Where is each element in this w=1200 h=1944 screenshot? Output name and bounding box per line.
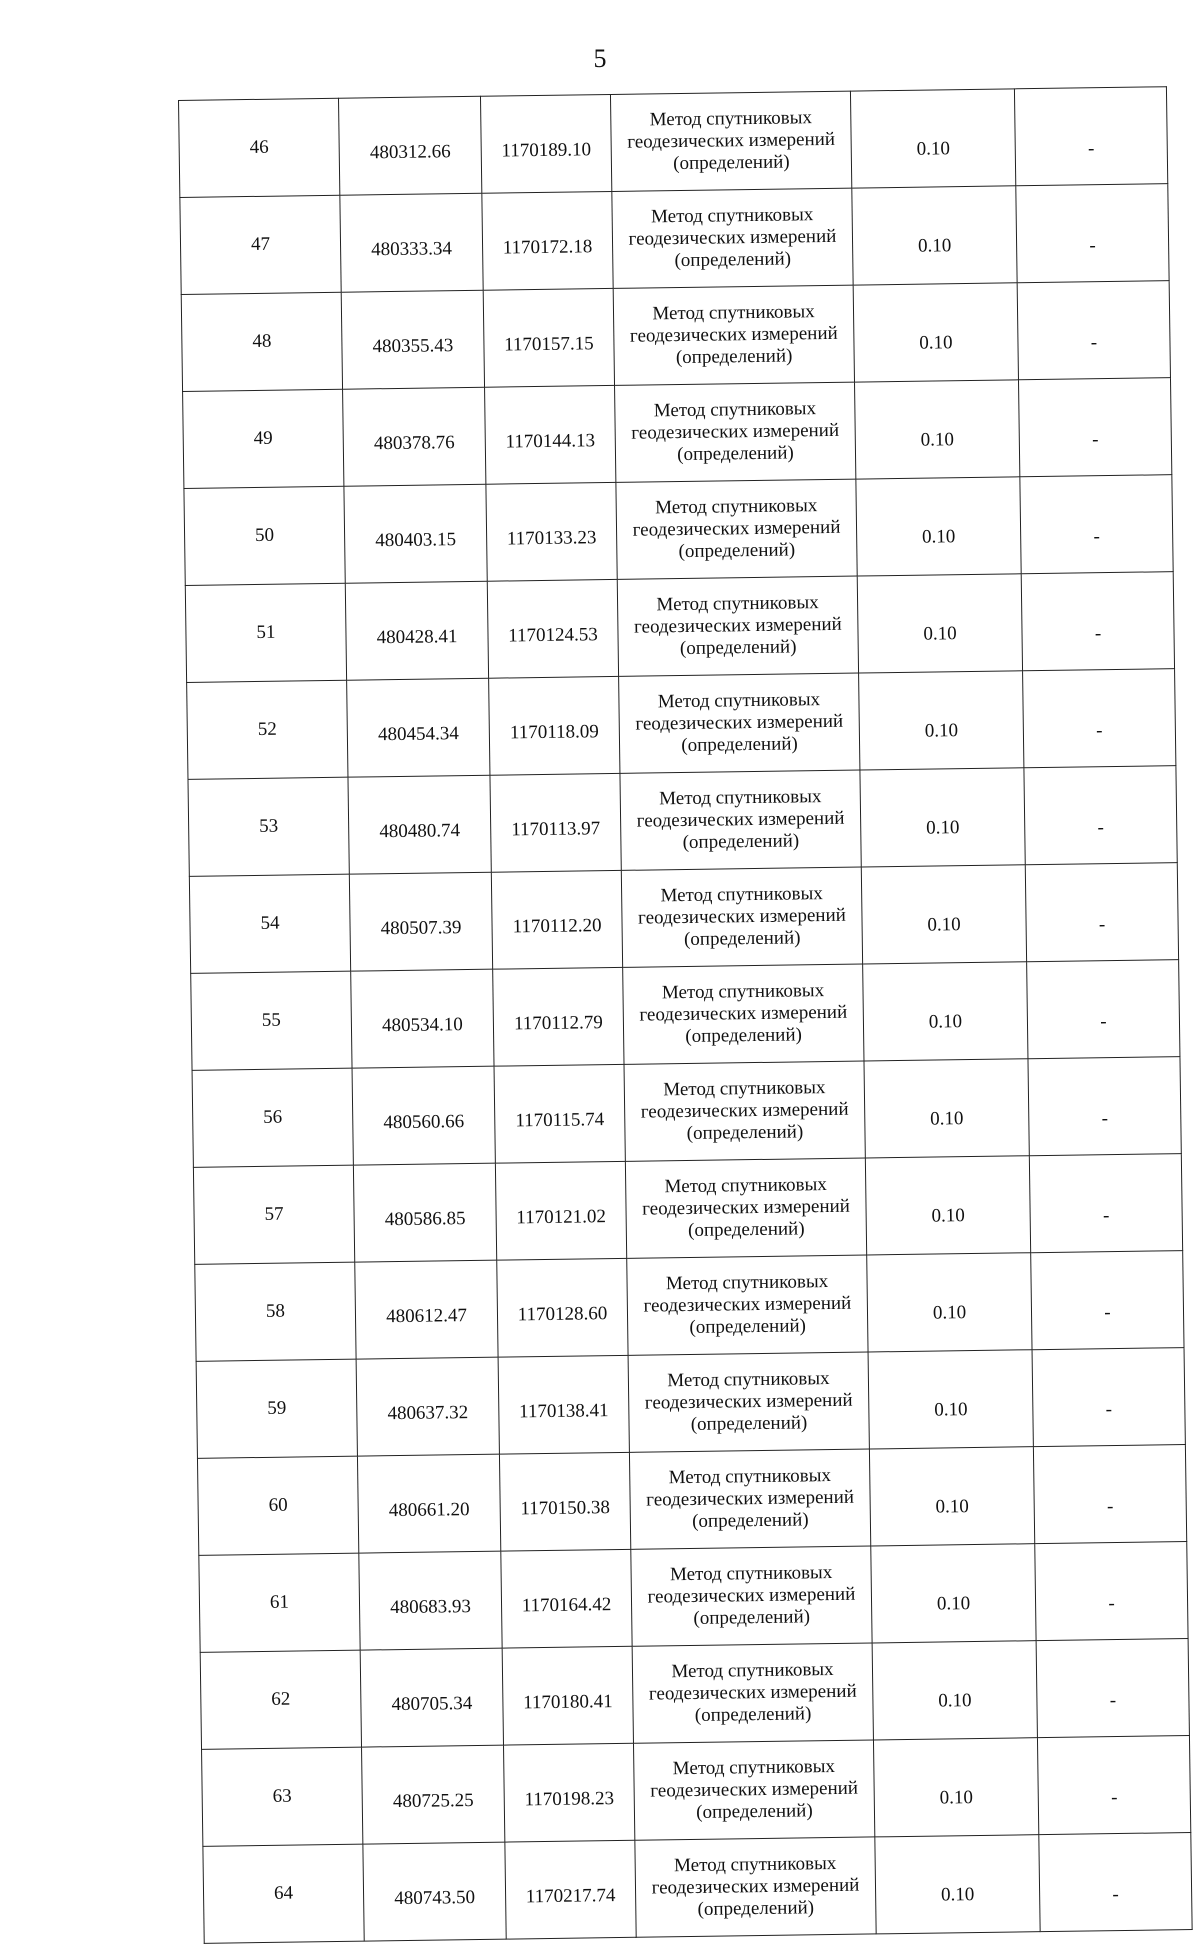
point-number-cell: 51 [185,583,346,682]
method-line: Метод спутниковых [659,786,822,810]
x-coordinate-cell: 480355.43 [341,290,484,389]
point-number-cell: 59 [196,1359,357,1458]
x-coordinate-cell: 480612.47 [355,1260,498,1359]
note-cell: - [1027,960,1180,1059]
point-number-cell: 62 [200,1650,361,1749]
method-cell [615,382,856,482]
y-coordinate-cell: 1170157.15 [483,288,614,387]
x-coordinate-cell: 480743.50 [363,1842,506,1941]
method-line: Метод спутниковых [669,1562,833,1586]
note-cell: - [1017,281,1170,380]
method-line: (определений) [685,1024,803,1048]
accuracy-cell: 0.10 [867,1253,1032,1352]
accuracy-cell: 0.10 [861,865,1026,964]
point-number-cell: 47 [180,195,341,294]
accuracy-cell: 0.10 [871,1544,1036,1643]
note-cell: - [1021,572,1174,671]
method-line: Метод спутниковых [667,1368,830,1392]
method-line: геодезических измерений [647,1583,856,1608]
method-line: (определений) [690,1412,808,1435]
method-line: (определений) [679,636,797,660]
y-coordinate-cell: 1170198.23 [504,1743,635,1842]
point-number-cell: 53 [188,777,349,876]
point-number-cell: 57 [193,1165,354,1264]
method-line: (определений) [686,1121,804,1144]
x-coordinate-cell: 480312.66 [338,96,481,195]
x-coordinate-cell: 480480.74 [348,775,491,874]
note-cell: - [1018,378,1171,477]
point-number-cell: 52 [187,680,348,779]
method-line: Метод спутниковых [664,1174,827,1198]
accuracy-cell: 0.10 [859,671,1024,770]
x-coordinate-cell: 480560.66 [352,1066,495,1165]
method-line: Метод спутниковых [656,592,819,616]
method-line: (определений) [696,1800,813,1823]
method-cell [624,1061,865,1161]
method-line: Метод спутниковых [652,301,815,325]
method-line: Метод спутниковых [661,980,825,1004]
method-line: (определений) [677,442,794,466]
point-number-cell: 60 [197,1456,358,1555]
method-line: геодезических измерений [646,1486,855,1511]
note-cell: - [1028,1057,1181,1156]
accuracy-cell: 0.10 [875,1835,1040,1934]
note-cell: - [1039,1833,1192,1932]
method-line: геодезических измерений [640,1098,849,1123]
method-line: Метод спутниковых [650,204,814,228]
method-line: (определений) [681,733,798,757]
method-cell [627,1255,868,1355]
accuracy-cell: 0.10 [864,1059,1029,1158]
method-line: (определений) [673,151,790,175]
method-line: Метод спутниковых [653,398,817,422]
table-row [200,1639,1189,1750]
accuracy-cell: 0.10 [850,89,1015,188]
accuracy-cell: 0.10 [869,1447,1034,1546]
x-coordinate-cell: 480333.34 [340,193,483,292]
y-coordinate-cell: 1170180.41 [502,1646,633,1745]
table-row [197,1445,1186,1556]
method-line: Метод спутниковых [671,1659,834,1683]
method-line: Метод спутниковых [657,689,821,713]
note-cell: - [1020,475,1173,574]
table-row [179,87,1168,198]
point-number-cell: 49 [183,389,344,488]
method-line: геодезических измерений [639,1001,848,1026]
accuracy-cell: 0.10 [856,477,1021,576]
method-line: геодезических измерений [637,904,846,929]
point-number-cell: 61 [199,1553,360,1652]
accuracy-cell: 0.10 [863,962,1028,1061]
method-line: геодезических измерений [641,1195,851,1220]
method-line: геодезических измерений [643,1292,852,1317]
method-line: геодезических измерений [635,710,844,735]
note-cell: - [1033,1445,1186,1544]
y-coordinate-cell: 1170172.18 [482,191,613,290]
method-line: геодезических измерений [644,1389,853,1414]
y-coordinate-cell: 1170189.10 [480,94,611,193]
point-number-cell: 63 [202,1747,363,1846]
y-coordinate-cell: 1170217.74 [505,1840,636,1939]
method-cell [613,285,854,385]
accuracy-cell: 0.10 [873,1738,1038,1837]
method-cell [635,1837,876,1937]
x-coordinate-cell: 480507.39 [349,872,492,971]
method-line: Метод спутниковых [668,1465,832,1489]
method-line: Метод спутниковых [660,883,823,907]
point-number-cell: 54 [189,874,350,973]
method-cell [619,673,860,773]
y-coordinate-cell: 1170150.38 [499,1452,630,1551]
x-coordinate-cell: 480637.32 [356,1357,499,1456]
method-cell [617,576,858,676]
table-row [181,281,1170,392]
y-coordinate-cell: 1170133.23 [486,482,617,581]
method-line: Метод спутниковых [654,495,818,519]
method-line: геодезических измерений [651,1874,860,1899]
y-coordinate-cell: 1170164.42 [501,1549,632,1648]
note-cell: - [1029,1154,1182,1253]
point-number-cell: 46 [179,98,340,197]
method-line: Метод спутниковых [649,107,813,131]
method-line: геодезических измерений [633,613,842,638]
method-cell [610,91,851,191]
y-coordinate-cell: 1170121.02 [495,1161,626,1260]
method-line: (определений) [678,539,796,563]
table-row [184,475,1173,586]
accuracy-cell: 0.10 [860,768,1025,867]
y-coordinate-cell: 1170124.53 [487,579,618,678]
note-cell: - [1031,1251,1184,1350]
table-row [196,1348,1185,1459]
method-cell [633,1740,874,1840]
accuracy-cell: 0.10 [868,1350,1033,1449]
method-line: геодезических измерений [650,1777,859,1802]
table-row [203,1833,1192,1944]
method-line: геодезических измерений [632,516,841,541]
accuracy-cell: 0.10 [872,1641,1037,1740]
method-cell [632,1643,873,1743]
table-row [193,1154,1182,1265]
method-line: геодезических измерений [631,419,840,444]
x-coordinate-cell: 480403.15 [344,484,487,583]
x-coordinate-cell: 480661.20 [357,1454,500,1553]
method-line: (определений) [675,345,793,369]
method-cell [612,188,853,288]
note-cell: - [1025,863,1178,962]
method-line: (определений) [689,1315,807,1338]
x-coordinate-cell: 480586.85 [353,1163,496,1262]
method-line: (определений) [682,830,800,854]
method-cell [616,479,857,579]
table-row [189,863,1178,974]
method-cell [621,867,862,967]
method-line: геодезических измерений [636,807,845,832]
method-cell [628,1352,869,1452]
x-coordinate-cell: 480683.93 [359,1551,502,1650]
method-line: (определений) [687,1218,805,1241]
method-line: (определений) [694,1703,812,1726]
method-line: Метод спутниковых [665,1271,829,1295]
method-line: (определений) [693,1606,811,1629]
x-coordinate-cell: 480705.34 [360,1648,503,1747]
point-number-cell: 48 [181,292,342,391]
table-row [195,1251,1184,1362]
method-line: (определений) [683,927,801,951]
method-line: (определений) [674,248,792,272]
method-line: (определений) [691,1509,809,1532]
point-number-cell: 50 [184,486,345,585]
x-coordinate-cell: 480428.41 [345,581,488,680]
table-row [187,669,1176,780]
table-row [183,378,1172,489]
y-coordinate-cell: 1170138.41 [498,1355,629,1454]
y-coordinate-cell: 1170112.20 [491,870,622,969]
y-coordinate-cell: 1170113.97 [490,773,621,872]
x-coordinate-cell: 480725.25 [362,1745,505,1844]
accuracy-cell: 0.10 [852,186,1017,285]
x-coordinate-cell: 480378.76 [343,387,486,486]
note-cell: - [1032,1348,1185,1447]
y-coordinate-cell: 1170118.09 [489,676,620,775]
note-cell: - [1024,766,1177,865]
table-row [192,1057,1181,1168]
note-cell: - [1016,184,1169,283]
note-cell: - [1023,669,1176,768]
x-coordinate-cell: 480534.10 [351,969,494,1068]
method-line: Метод спутниковых [673,1852,837,1877]
method-line: Метод спутниковых [672,1755,836,1780]
method-line: (определений) [697,1897,815,1920]
x-coordinate-cell: 480454.34 [347,678,490,777]
method-cell [629,1449,870,1549]
method-cell [620,770,861,870]
method-line: геодезических измерений [648,1680,857,1705]
method-line: геодезических измерений [629,322,838,347]
accuracy-cell: 0.10 [865,1156,1030,1255]
note-cell: - [1036,1639,1189,1738]
method-cell [623,964,864,1064]
table-row [188,766,1177,877]
accuracy-cell: 0.10 [855,380,1020,479]
y-coordinate-cell: 1170128.60 [497,1258,628,1357]
note-cell: - [1035,1542,1188,1641]
accuracy-cell: 0.10 [853,283,1018,382]
method-cell [625,1158,866,1258]
table-row [199,1542,1188,1653]
note-cell: - [1014,87,1167,186]
y-coordinate-cell: 1170115.74 [494,1064,625,1163]
table-row [185,572,1174,683]
point-number-cell: 55 [191,971,352,1070]
table-row [202,1736,1191,1847]
method-line: геодезических измерений [628,225,837,250]
note-cell: - [1037,1736,1190,1835]
y-coordinate-cell: 1170112.79 [493,967,624,1066]
y-coordinate-cell: 1170144.13 [485,385,616,484]
method-line: Метод спутниковых [663,1077,826,1101]
page-number: 5 [593,44,607,73]
table-row [180,184,1169,295]
method-line: геодезических измерений [627,128,836,153]
accuracy-cell: 0.10 [857,574,1022,673]
table-row [191,960,1180,1071]
coordinates-table-body [179,87,1193,1944]
coordinates-table [178,86,1193,1944]
method-cell [631,1546,872,1646]
point-number-cell: 64 [203,1844,364,1943]
point-number-cell: 56 [192,1068,353,1167]
point-number-cell: 58 [195,1262,356,1361]
